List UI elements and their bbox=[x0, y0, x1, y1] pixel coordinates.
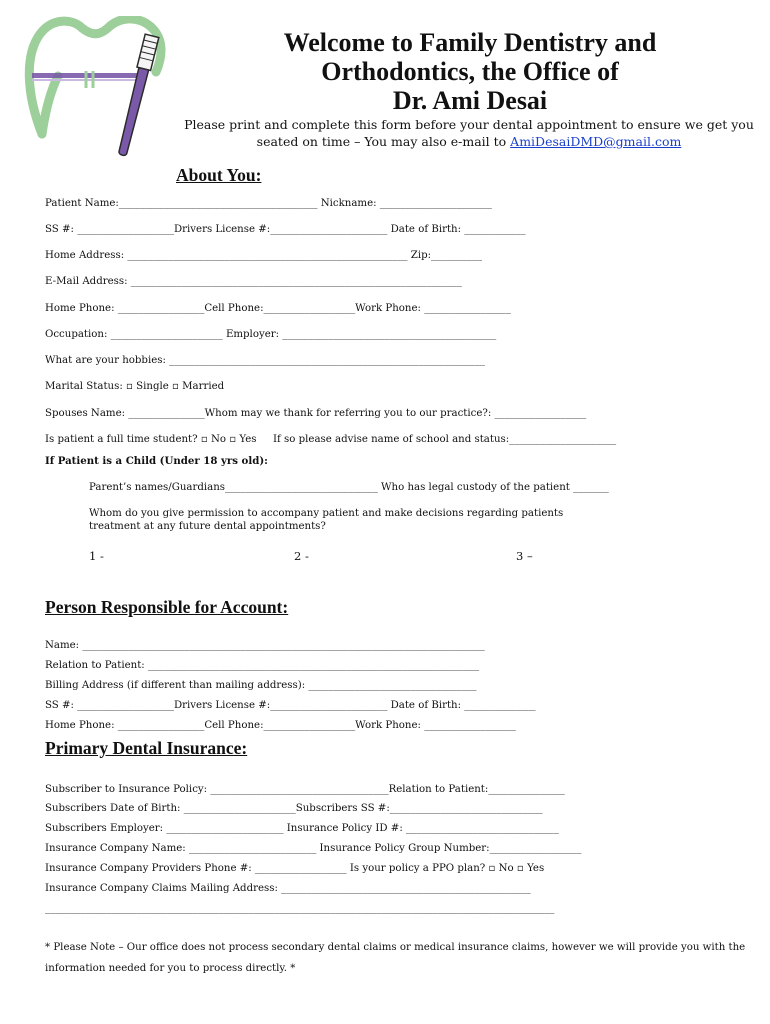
note-line-2: information needed for you to process directly. * bbox=[45, 963, 296, 974]
permission-line-1: Whom do you give permission to accompany patient and make decisions regarding patients bbox=[89, 508, 564, 519]
title-line-2: Orthodontics, the Office of bbox=[321, 57, 619, 86]
intro-text bbox=[178, 116, 760, 150]
title-line-3: Dr. Ami Desai bbox=[392, 86, 548, 115]
permission-number-1: 1 - bbox=[89, 549, 104, 563]
email-link[interactable]: AmiDesaiDMD@gmail.com bbox=[510, 134, 682, 149]
responsible-heading: Person Responsible for Account: bbox=[45, 597, 289, 617]
resp-name-line: Name: _______________________________________________________________________________ bbox=[45, 640, 485, 651]
marital-status-line: Marital Status: ▫ Single ▫ Married bbox=[45, 381, 225, 392]
resp-billing-line: Billing Address (if different than mailing address): _________________________________ bbox=[45, 680, 477, 691]
email-address-line: E-Mail Address: _________________________________________________________________ bbox=[45, 276, 462, 287]
insurance-company-line: Insurance Company Name: _________________________ Insurance Policy Group Number:__________________ bbox=[45, 843, 582, 854]
ss-license-dob-line: SS #: ___________________Drivers License #:_______________________ Date of Birth: ____________ bbox=[45, 224, 526, 235]
subscriber-dob-ss-line: Subscribers Date of Birth: ______________________Subscribers SS #:______________________________ bbox=[45, 803, 543, 814]
student-question: Is patient a full time student? ▫ No ▫ Yes bbox=[45, 434, 257, 445]
intro-line-1: Please print and complete this form before your dental appointment to ensure we get you bbox=[184, 117, 754, 132]
about-you-heading: About You: bbox=[176, 165, 262, 185]
claims-address-line: Insurance Company Claims Mailing Address: _________________________________________________ bbox=[45, 883, 531, 894]
home-address-line: Home Address: _______________________________________________________ Zip:__________ bbox=[45, 250, 482, 261]
subscriber-line: Subscriber to Insurance Policy: ___________________________________Relation to Patient:_______________ bbox=[45, 784, 565, 795]
note-line-1: * Please Note – Our office does not process secondary dental claims or medical insurance claims, however we will provide you with the bbox=[45, 942, 746, 953]
subscriber-employer-line: Subscribers Employer: _______________________ Insurance Policy ID #: ______________________________ bbox=[45, 823, 559, 834]
intro-line-2-text: seated on time – You may also e-mail to bbox=[256, 134, 511, 149]
intro-line-2 bbox=[178, 133, 760, 150]
providers-phone-line: Insurance Company Providers Phone #: __________________ Is your policy a PPO plan? ▫ No ▫ Yes bbox=[45, 863, 545, 874]
claims-address-line-2: ____________________________________________________________________________________________________ bbox=[45, 903, 555, 914]
permission-number-2: 2 - bbox=[294, 549, 309, 563]
tooth-toothbrush-logo-icon bbox=[22, 16, 172, 166]
parents-guardians-line: Parent’s names/Guardians______________________________ Who has legal custody of the patient _______ bbox=[89, 482, 609, 493]
child-heading: If Patient is a Child (Under 18 yrs old): bbox=[45, 455, 268, 467]
resp-phone-line: Home Phone: _________________Cell Phone:__________________Work Phone: __________________ bbox=[45, 720, 516, 731]
hobbies-line: What are your hobbies: ______________________________________________________________ bbox=[45, 355, 485, 366]
school-status-line: If so please advise name of school and status:_____________________ bbox=[273, 434, 617, 445]
phone-line: Home Phone: _________________Cell Phone:__________________Work Phone: _________________ bbox=[45, 303, 511, 314]
page-title bbox=[200, 28, 740, 115]
permission-line-2: treatment at any future dental appointments? bbox=[89, 521, 326, 532]
permission-number-3: 3 – bbox=[516, 549, 533, 563]
insurance-heading: Primary Dental Insurance: bbox=[45, 738, 248, 758]
title-line-1: Welcome to Family Dentistry and bbox=[283, 28, 657, 57]
spouse-referral-line: Spouses Name: _______________Whom may we thank for referring you to our practice?: __________________ bbox=[45, 408, 587, 419]
patient-name-line: Patient Name:_______________________________________ Nickname: ______________________ bbox=[45, 198, 492, 209]
occupation-employer-line: Occupation: ______________________ Employer: __________________________________________ bbox=[45, 329, 497, 340]
resp-relation-line: Relation to Patient: _________________________________________________________________ bbox=[45, 660, 480, 671]
resp-ss-license-dob-line: SS #: ___________________Drivers License #:_______________________ Date of Birth: ______________ bbox=[45, 700, 536, 711]
